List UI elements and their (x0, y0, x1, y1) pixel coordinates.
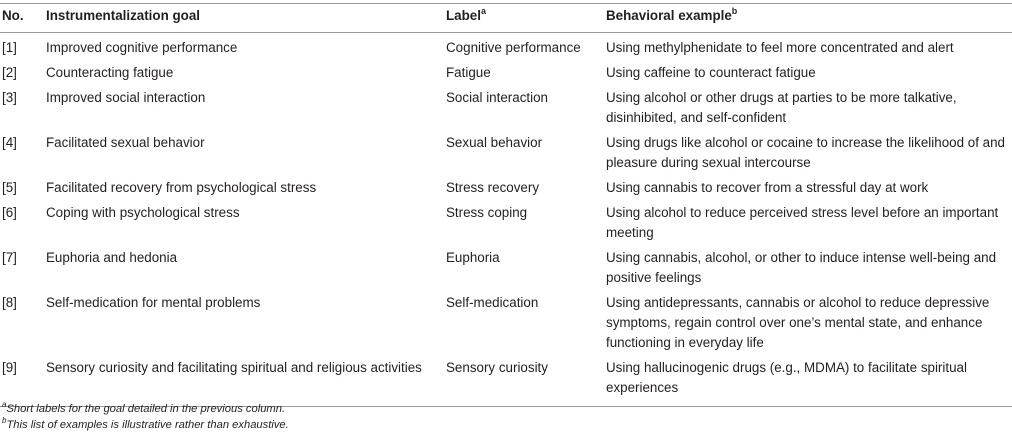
row-goal: Self-medication for mental problems (46, 295, 261, 310)
row-goal: Counteracting fatigue (46, 65, 174, 80)
row-number: [9] (0, 356, 46, 407)
row-example: Using antidepressants, cannabis or alcohol to reduce depressive symptoms, regain control over one’s mental state, and enhance functioning in everyday life (606, 295, 990, 350)
footnote-text: Short labels for the goal detailed in the previous column. (6, 403, 286, 415)
table-row (0, 176, 1012, 201)
footnote-a (2, 401, 289, 417)
row-label: Fatigue (446, 65, 491, 80)
row-label: Stress recovery (446, 180, 540, 195)
table-row (0, 356, 1012, 407)
header-example (606, 4, 1012, 33)
row-number: [5] (2, 180, 17, 195)
row-example: Using alcohol or other drugs at parties to be more talkative, disinhibited, and self-confident (606, 90, 957, 125)
header-label-text: Label (446, 8, 481, 23)
footnote-b (2, 417, 289, 433)
row-number: [6] (2, 205, 17, 220)
table-header (0, 4, 1012, 33)
row-goal: Sensory curiosity and facilitating spiritual and religious activities (46, 356, 446, 407)
row-example: Using cannabis to recover from a stressful day at work (606, 180, 929, 195)
header-row (0, 4, 1012, 33)
row-number: [3] (2, 90, 17, 105)
row-label: Euphoria (446, 250, 500, 265)
header-example-text: Behavioral example (606, 8, 732, 23)
row-number: [8] (2, 295, 17, 310)
row-example: Using hallucinogenic drugs (e.g., MDMA) to facilitate spiritual experiences (606, 356, 1012, 407)
table-row (0, 291, 1012, 356)
table-row (0, 33, 1012, 62)
footnote-mark: b (2, 416, 7, 426)
row-example: Using drugs like alcohol or cocaine to increase the likelihood of and pleasure during sexual intercourse (606, 135, 1005, 170)
header-goal: Instrumentalization goal (46, 4, 446, 33)
row-example: Using alcohol to reduce perceived stress level before an important meeting (606, 205, 999, 240)
row-number: [2] (2, 65, 17, 80)
table-row (0, 201, 1012, 246)
row-goal: Euphoria and hedonia (46, 250, 178, 265)
row-goal: Coping with psychological stress (46, 205, 240, 220)
row-goal: Improved cognitive performance (46, 40, 238, 55)
table-footnotes (2, 401, 289, 433)
row-label: Stress coping (446, 205, 528, 220)
row-number: [1] (2, 40, 17, 55)
footnote-mark: a (2, 400, 7, 410)
row-number: [7] (2, 250, 17, 265)
row-goal: Improved social interaction (46, 90, 206, 105)
row-example: Using methylphenidate to feel more concentrated and alert (606, 40, 954, 55)
table-row (0, 131, 1012, 176)
row-label: Self-medication (446, 295, 539, 310)
header-label (446, 4, 606, 33)
row-number: [4] (2, 135, 17, 150)
row-label: Cognitive performance (446, 40, 581, 55)
table-row (0, 86, 1012, 131)
row-goal: Facilitated sexual behavior (46, 135, 205, 150)
table-row (0, 61, 1012, 86)
row-goal: Facilitated recovery from psychological stress (46, 180, 317, 195)
table-row (0, 246, 1012, 291)
row-example: Using cannabis, alcohol, or other to induce intense well-being and positive feelings (606, 250, 997, 285)
row-label: Sensory curiosity (446, 356, 606, 407)
footnote-text: This list of examples is illustrative rather than exhaustive. (6, 419, 289, 431)
row-label: Sexual behavior (446, 135, 543, 150)
row-label: Social interaction (446, 90, 548, 105)
header-label-footnote-mark: a (480, 5, 486, 16)
header-example-footnote-mark: b (731, 5, 738, 16)
header-no: No. (0, 4, 46, 33)
row-example: Using caffeine to counteract fatigue (606, 65, 816, 80)
